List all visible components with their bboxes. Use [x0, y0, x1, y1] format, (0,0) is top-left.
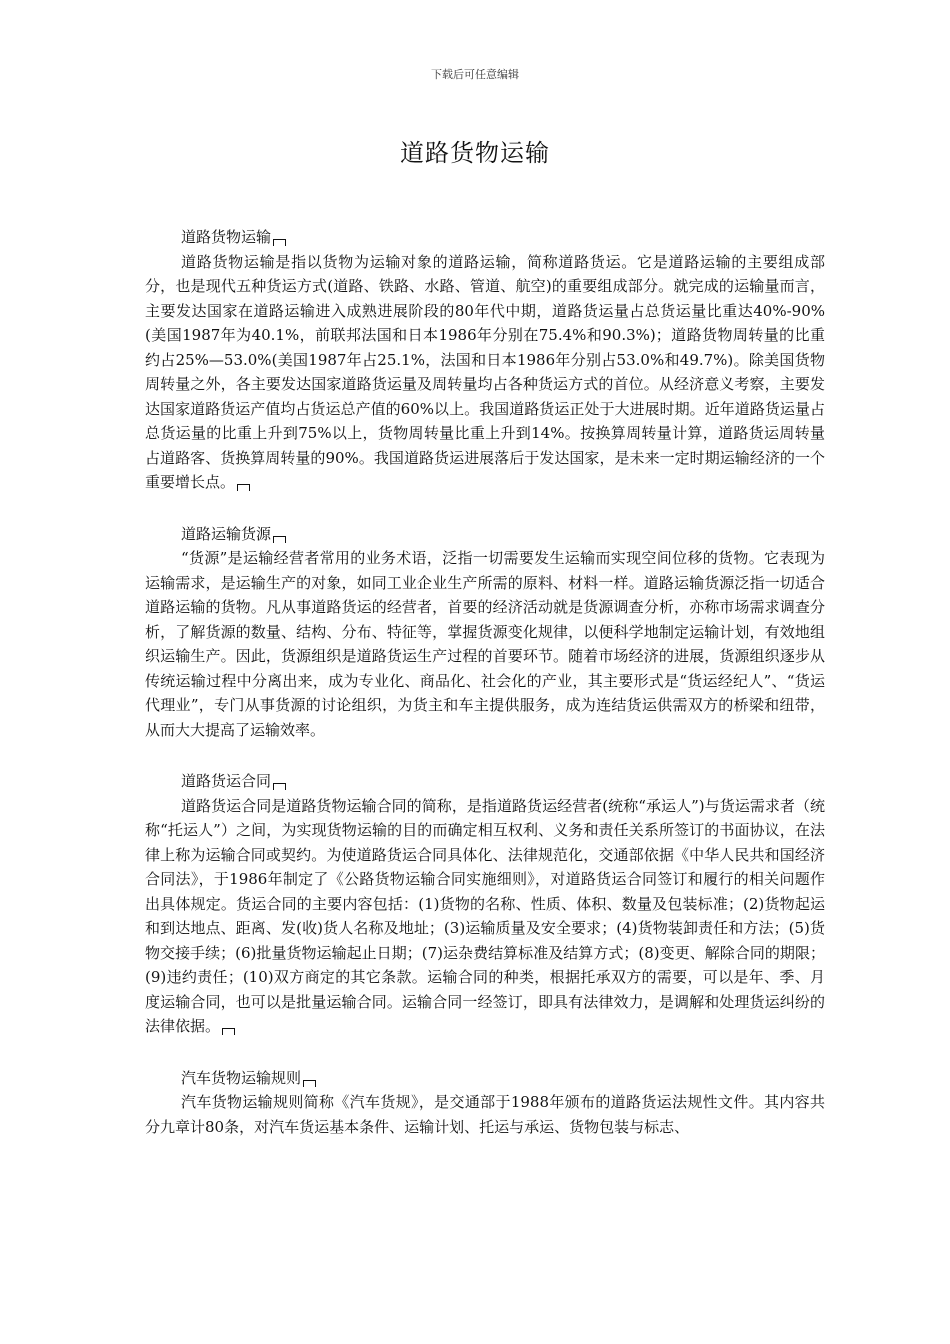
section-heading-text: 道路货运合同 — [181, 772, 272, 790]
section-heading — [145, 225, 825, 250]
section-paragraph — [145, 1090, 825, 1139]
section-freight-contract — [145, 769, 825, 1039]
section-paragraph — [145, 250, 825, 495]
document-body — [145, 225, 825, 1166]
edit-mark-icon — [273, 783, 286, 790]
edit-mark-icon — [273, 239, 286, 246]
section-heading-text: 汽车货物运输规则 — [181, 1068, 302, 1087]
section-heading — [145, 522, 825, 547]
section-heading-text: 道路运输货源 — [181, 524, 272, 543]
paragraph-text: 道路货运合同是道路货物运输合同的简称，是指道路货运经营者(统称“承运人”)与货运需求者（统称“托运人”）之间，为实现货物运输的目的而确定相互权利、义务和责任关系所签订的书面协议，在法律上称为运输合同或契约。为使道路货运合同具体化、法律规范化，交通部依据《中华人民共和国经济合同法》，于1986年制定了《公路货物运输合同实施细则》，对道路货运合同签订和履行的相关问题作出具体规定。货运合同的主要内容包括：(1)货物的名称、性质、体积、数量及包装标准；(2)货物起运和到达地点、距离、发(收)货人名称及地址；(3)运输质量及安全要求；(4)货物装卸责任和方法；(5)货物交接手续；(6)批量货物运输起止日期；(7)运杂费结算标准及结算方式；(8)变更、解除合同的期限；(9)违约责任；(10)双方商定的其它条款。运输合同的种类，根据托承双方的需要，可以是年、季、月度运输合同，也可以是批量运输合同。运输合同一经签订，即具有法律效力，是调解和处理货运纠纷的法律依据。 — [145, 796, 825, 1035]
document-title: 道路货物运输 — [400, 139, 550, 167]
header-note: 下载后可任意编辑 — [431, 68, 519, 81]
edit-mark-icon — [237, 484, 250, 491]
edit-mark-icon — [222, 1028, 235, 1035]
paragraph-text: “货源”是运输经营者常用的业务术语，泛指一切需要发生运输而实现空间位移的货物。它表现为运输需求，是运输生产的对象，如同工业企业生产所需的原料、材料一样。道路运输货源泛指一切适合道路运输的货物。凡从事道路货运的经营者，首要的经济活动就是货源调查分析，亦称市场需求调查分析，了解货源的数量、结构、分布、特征等，掌握货源变化规律，以便科学地制定运输计划，有效地组织运输生产。因此，货源组织是道路货运生产过程的首要环节。随着市场经济的进展，货源组织逐步从传统运输过程中分离出来，成为专业化、商品化、社会化的产业，其主要形式是“货运经纪人”、“货运代理业”，专门从事货源的讨论组织，为货主和车主提供服务，成为连结货运供需双方的桥梁和纽带，从而大大提高了运输效率。 — [145, 549, 825, 739]
section-paragraph — [145, 794, 825, 1039]
section-road-freight — [145, 225, 825, 495]
edit-mark-icon — [273, 536, 286, 543]
edit-mark-icon — [303, 1080, 316, 1087]
section-heading-text: 道路货物运输 — [181, 228, 272, 246]
section-paragraph — [145, 546, 825, 742]
section-freight-source — [145, 522, 825, 743]
section-heading — [145, 1066, 825, 1091]
paragraph-text: 汽车货物运输规则简称《汽车货规》，是交通部于1988年颁布的道路货运法规性文件。其内容共分九章计80条，对汽车货运基本条件、运输计划、托运与承运、货物包装与标志、 — [145, 1093, 825, 1136]
paragraph-text: 道路货物运输是指以货物为运输对象的道路运输，简称道路货运。它是道路运输的主要组成部分，也是现代五种货运方式(道路、铁路、水路、管道、航空)的重要组成部分。就完成的运输量而言，主要发达国家在道路运输进入成熟进展阶段的80年代中期，道路货运量占总货运量比重达40%-90%(美国1987年为40.1%，前联邦法国和日本1986年分别在75.4%和90.3%)；道路货物周转量的比重约占25%—53.0%(美国1987年占25.1%，法国和日本1986年分别占53.0%和49.7%)。除美国货物周转量之外，各主要发达国家道路货运量及周转量均占各种货运方式的首位。从经济意义考察，主要发达国家道路货运产值均占货运总产值的60%以上。我国道路货运正处于大进展时期。近年道路货运量占总货运量的比重上升到75%以上，货物周转量比重上升到14%。按换算周转量计算，道路货运周转量占道路客、货换算周转量的90%。我国道路货运进展落后于发达国家，是未来一定时期运输经济的一个重要增长点。 — [145, 252, 825, 491]
section-truck-rules — [145, 1066, 825, 1140]
section-heading — [145, 769, 825, 794]
